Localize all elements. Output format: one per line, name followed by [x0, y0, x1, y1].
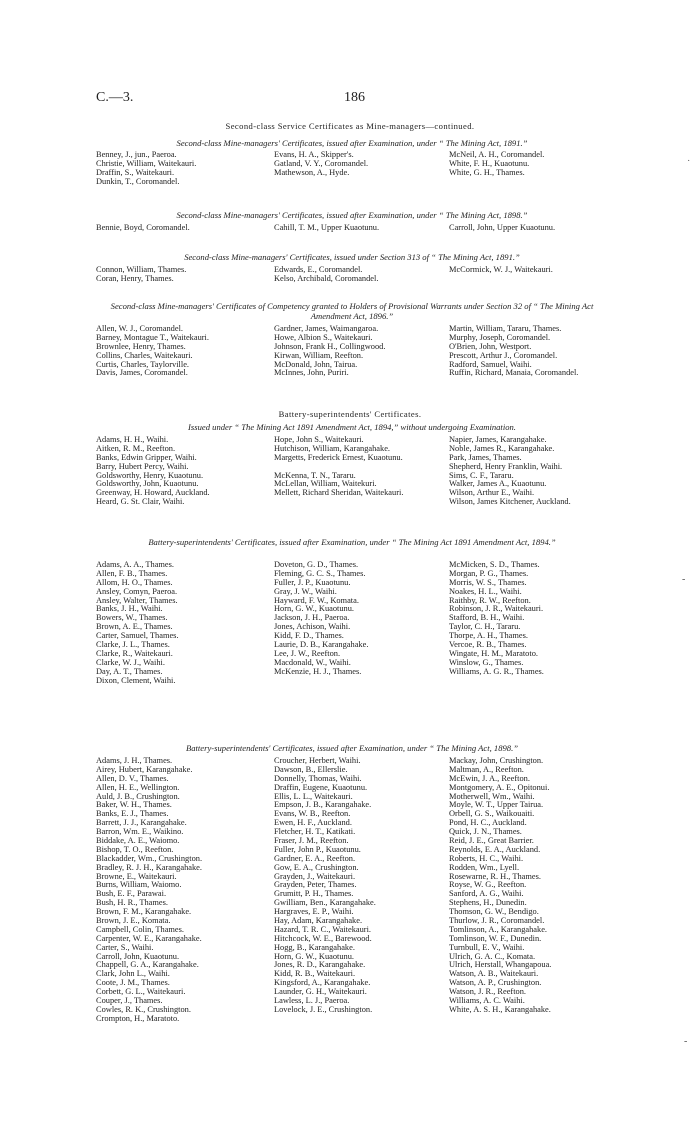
list-item: Reynolds, E. A., Auckland.	[449, 844, 541, 854]
list-item: Laurie, D. B., Karangahake.	[274, 640, 369, 650]
list-item: Burns, William, Waiomo.	[96, 880, 182, 890]
list-item: Heard, G. St. Clair, Waihi.	[96, 497, 185, 507]
list-item: Donnelly, Thomas, Waihi.	[274, 773, 362, 783]
list-item: Ansley, Comyn, Paeroa.	[96, 586, 178, 596]
list-item: Connon, William, Thames.	[96, 265, 187, 274]
list-item: Gardner, E. A., Reefton.	[274, 853, 356, 863]
margin-tick-icon: ˙	[687, 159, 691, 170]
list-item: Morris, W. S., Thames.	[449, 577, 527, 587]
list-item: Maltman, A., Reefton.	[449, 764, 524, 774]
list-item: Cowles, R. K., Crushington.	[96, 1004, 191, 1014]
list-item: Gray, J. W., Waihi.	[274, 586, 337, 596]
subtitle-section-313: Second-class Mine-managers' Certificates, issued under Section 313 of “ The Mining Act, 1891.”	[184, 252, 520, 262]
list-item: Banks, Edwin Gripper, Waihi.	[96, 452, 197, 462]
list-item: Barry, Hubert Percy, Waihi.	[96, 461, 189, 471]
list-item: Sims, C. F., Tararu.	[449, 470, 514, 480]
list-item: White, A. S. H., Karangahake.	[449, 1004, 551, 1014]
list-item: Chappell, G. A., Karangahake.	[96, 960, 199, 970]
list-item: Benney, J., jun., Paeroa.	[96, 150, 177, 159]
list-item: McLellan, William, Waitekuri.	[274, 479, 377, 489]
list-item: Airey, Hubert, Karangahake.	[96, 764, 193, 774]
subtitle-provisional-warrants: Second-class Mine-managers' Certificates of Competency granted to Holders of Provisional Warrants under Section 32 of “ The Mining Act Amendment Act, 1896.”	[110, 301, 594, 321]
subtitle-1891-exam: Second-class Mine-managers' Certificates, issued after Examination, under “ The Mining Act, 1891.”	[176, 138, 528, 148]
list-item: Fuller, John P., Kuaotunu.	[274, 844, 361, 854]
list-item: McDonald, John, Tairua.	[274, 359, 358, 369]
list-item: Allen, H. E., Wellington.	[96, 782, 180, 792]
page-number: 186	[344, 90, 365, 105]
list-item: Barron, Wm. E., Waikino.	[96, 827, 184, 837]
list-column	[274, 757, 376, 1015]
list-item: Gatland, V. Y., Coromandel.	[274, 158, 369, 168]
list-item: White, F. H., Kuaotunu.	[449, 158, 530, 168]
list-item: Horn, G. W., Kuaotunu.	[274, 951, 355, 961]
list-item: McNeil, A. H., Coromandel.	[449, 150, 545, 159]
list-item: Kidd, F. D., Thames.	[274, 631, 344, 641]
list-item: Evans, H. A., Skipper's.	[274, 150, 354, 159]
list-item: Tomlinson, A., Karangahake.	[449, 924, 548, 934]
list-column	[96, 151, 196, 187]
list-item: Barrett, J. J., Karangahake.	[96, 818, 187, 828]
list-item: Wilson, James Kitchener, Auckland.	[449, 497, 571, 507]
list-item: Launder, G. H., Waitekauri.	[274, 987, 367, 997]
list-item: Curtis, Charles, Taylorville.	[96, 359, 189, 369]
subtitle-battery-1898: Battery-superintendents' Certificates, issued after Examination, under “ The Mining Act, 1898.”	[185, 743, 519, 753]
list-item: Hazard, T. R. C., Waitekauri.	[274, 924, 372, 934]
list-item: Moyle, W. T., Upper Tairua.	[449, 800, 544, 810]
list-item: Day, A. T., Thames.	[96, 666, 163, 676]
page-header	[96, 90, 604, 108]
list-item: Brown, F. M., Karangahake.	[96, 907, 192, 917]
list-item: Adams, H. H., Waihi.	[96, 435, 169, 444]
list-item: Bush, H. R., Thames.	[96, 898, 168, 908]
list-column	[449, 325, 578, 378]
list-item: Hogg, B., Karangahake.	[274, 942, 355, 952]
list-item: Carpenter, W. E., Karangahake.	[96, 933, 202, 943]
list-item: Watson, A. P., Crushington.	[449, 978, 542, 988]
list-item: Gardner, James, Waimangaroa.	[274, 324, 379, 333]
list-column	[449, 224, 555, 233]
list-item: Allom, H. O., Thames.	[96, 577, 173, 587]
list-item: Bishop, T. O., Reefton.	[96, 844, 174, 854]
report-code: C.—3.	[96, 90, 134, 105]
list-item: Barney, Montague T., Waitekauri.	[96, 332, 209, 342]
list-item: Carroll, John, Upper Kuaotunu.	[449, 223, 556, 232]
list-item: Stephens, H., Dunedin.	[449, 898, 527, 908]
list-item: Mathewson, A., Hyde.	[274, 167, 350, 177]
list-item: Napier, James, Karangahake.	[449, 435, 547, 444]
list-item: Edwards, E., Coromandel.	[274, 265, 363, 274]
list-column	[449, 151, 544, 178]
list-item: Wilson, Arthur E., Waihi.	[449, 488, 535, 498]
list-item: Gow, E. A., Crushington.	[274, 862, 359, 872]
list-item: Walker, James A., Kuaotunu.	[449, 479, 547, 489]
list-column	[274, 224, 379, 233]
list-item: Campbell, Colin, Thames.	[96, 924, 185, 934]
list-item: Cahill, T. M., Upper Kuaotunu.	[274, 223, 380, 232]
list-item: Thomson, G. W., Bendigo.	[449, 907, 539, 917]
list-item: Horn, G. W., Kuaotunu.	[274, 604, 355, 614]
list-item: Thurlow, J. R., Coromandel.	[449, 916, 545, 926]
list-item: Watson, J. R., Reefton.	[449, 987, 527, 997]
list-column	[274, 561, 368, 677]
list-item: McKenzie, H. J., Thames.	[274, 666, 362, 676]
list-item: Lawless, L. J., Paeroa.	[274, 996, 350, 1006]
list-item: Brownlee, Henry, Thames.	[96, 341, 186, 351]
list-column	[96, 266, 186, 284]
list-item: Royse, W. G., Reefton.	[449, 880, 527, 890]
list-item: Fletcher, H. T., Katikati.	[274, 827, 356, 837]
list-item: Bradley, R. J. H., Karangahake.	[96, 862, 202, 872]
list-item: McMicken, S. D., Thames.	[449, 560, 540, 569]
list-item: Auld, J. B., Crushington.	[96, 791, 180, 801]
list-item: Hargraves, E. P., Waihi.	[274, 907, 354, 917]
list-item: Robinson, J. R., Waitekauri.	[449, 604, 544, 614]
list-item: Prescott, Arthur J., Coromandel.	[449, 350, 558, 360]
subtitle-without-exam: Issued under “ The Mining Act 1891 Amendment Act, 1894,” without undergoing Examination.	[188, 422, 516, 432]
list-item: Hitchcock, W. E., Barewood.	[274, 933, 372, 943]
list-item: Rodden, Wm., Lyell.	[449, 862, 520, 872]
list-item: Lovelock, J. E., Crushington.	[274, 1004, 373, 1014]
list-item: Raithby, R. W., Reefton.	[449, 595, 531, 605]
list-item: Taylor, C. H., Tararu.	[449, 622, 521, 632]
list-item: Motherwell, Wm., Waihi.	[449, 791, 535, 801]
list-item: Kingsford, A., Karangahake.	[274, 978, 371, 988]
list-item: Bowers, W., Thames.	[96, 613, 168, 623]
list-item: Davis, James, Coromandel.	[96, 368, 188, 378]
list-item: Allen, F. B., Thames.	[96, 568, 168, 578]
list-column	[274, 266, 378, 284]
list-item: Williams, A. C. Waihi.	[449, 996, 525, 1006]
list-item: Tomlinson, W. F., Dunedin.	[449, 933, 542, 943]
list-item: Winslow, G., Thames.	[449, 657, 524, 667]
list-column	[96, 325, 209, 378]
list-item: Collins, Charles, Waitekauri.	[96, 350, 193, 360]
list-item: Hutchison, William, Karangahake.	[274, 443, 391, 453]
list-item: McKenna, T. N., Tararu.	[274, 470, 356, 480]
list-item: Montgomery, A. E., Opitonui.	[449, 782, 550, 792]
list-item: Wingate, H. M., Maratoto.	[449, 648, 538, 658]
list-item: Banks, J. H., Waihi.	[96, 604, 163, 614]
list-item: Coran, Henry, Thames.	[96, 273, 174, 283]
list-column	[274, 151, 368, 178]
list-column	[96, 224, 190, 233]
section-title-service-certificates: Second-class Service Certificates as Mine-managers—continued.	[225, 121, 475, 131]
list-item: Bennie, Boyd, Coromandel.	[96, 223, 190, 232]
list-column	[449, 757, 551, 1015]
list-item: Carter, Samuel, Thames.	[96, 631, 179, 641]
list-item: Kirwan, William, Reefton.	[274, 350, 364, 360]
list-item: Johnson, Frank H., Collingwood.	[274, 341, 386, 351]
list-item: Shepherd, Henry Franklin, Waihi.	[449, 461, 563, 471]
list-item: Draffin, S., Waitekauri.	[96, 167, 175, 177]
list-item: Corbett, G. L., Waitekauri.	[96, 987, 186, 997]
list-item: Fleming, G. C. S., Thames.	[274, 568, 366, 578]
list-item: Noble, James R., Karangahake.	[449, 443, 555, 453]
list-item: Baker, W. H., Thames.	[96, 800, 172, 810]
subtitle-1894-exam: Battery-superintendents' Certificates, issued after Examination, under “ The Mining Act 1891 Amendment Act, 1894.”	[148, 537, 556, 547]
list-column	[449, 561, 544, 677]
list-item: Roberts, H. C., Waihi.	[449, 853, 524, 863]
list-item: Browne, E., Waitekauri.	[96, 871, 177, 881]
list-item: Couper, J., Thames.	[96, 996, 163, 1006]
list-item: Carroll, John, Kuaotunu.	[96, 951, 180, 961]
list-item: Adams, A. A., Thames.	[96, 560, 175, 569]
list-item: Goldsworthy, John, Kuaotunu.	[96, 479, 199, 489]
list-item: Jones, R. D., Karangahake.	[274, 960, 366, 970]
list-item: Empson, J. B., Karangahake.	[274, 800, 372, 810]
list-column	[274, 325, 385, 378]
list-item: Murphy, Joseph, Coromandel.	[449, 332, 551, 342]
list-item: Grayden, J., Waitekauri.	[274, 871, 356, 881]
subtitle-1898-exam: Second-class Mine-managers' Certificates, issued after Examination, under “ The Mining Act, 1898.”	[176, 210, 528, 220]
list-item: Dawson, B., Ellerslie.	[274, 764, 348, 774]
margin-tick-icon: -	[684, 1036, 688, 1047]
list-item: Rosewarne, R. H., Thames.	[449, 871, 541, 881]
list-item: Stafford, B. H., Waihi.	[449, 613, 525, 623]
list-item: Christie, William, Waitekauri.	[96, 158, 197, 168]
list-item: Dixon, Clement, Waihi.	[96, 675, 176, 685]
list-item: Macdonald, W., Waihi.	[274, 657, 351, 667]
list-item: McEwin, J. A., Reefton.	[449, 773, 530, 783]
list-item: Ulrich, G. A. C., Komata.	[449, 951, 536, 961]
list-item: Blackadder, Wm., Crushington.	[96, 853, 203, 863]
list-item: Noakes, H. L., Waihi.	[449, 586, 522, 596]
list-item: McCormick, W. J., Waitekauri.	[449, 265, 553, 274]
list-item: Grayden, Peter, Thames.	[274, 880, 357, 890]
list-item: Mellett, Richard Sheridan, Waitekauri.	[274, 488, 404, 498]
list-column	[449, 436, 571, 507]
section-title-battery: Battery-superintendents' Certificates.	[278, 409, 422, 419]
list-item: Croucher, Herbert, Waihi.	[274, 756, 361, 765]
list-item: Pond, H. C., Auckland.	[449, 818, 527, 828]
list-item: Morgan, P. G., Thames.	[449, 568, 529, 578]
list-item: Brown, J. E., Komata.	[96, 916, 171, 926]
list-item: Reid, J. E., Great Barrier.	[449, 836, 534, 846]
list-item: Allen, W. J., Coromandel.	[96, 324, 183, 333]
list-item: Ruffin, Richard, Manaia, Coromandel.	[449, 368, 579, 378]
list-item: Aitken, R. M., Reefton.	[96, 443, 176, 453]
list-column	[449, 266, 553, 275]
list-item: White, G. H., Thames.	[449, 167, 525, 177]
list-item: Park, James, Thames.	[449, 452, 522, 462]
list-column	[274, 436, 444, 507]
list-item: Quick, J. N., Thames.	[449, 827, 522, 837]
list-item: McInnes, John, Puriri.	[274, 368, 349, 378]
margin-tick-icon: -	[682, 574, 686, 585]
list-item: O'Brien, John, Westport.	[449, 341, 532, 351]
list-item: Allen, D. V., Thames.	[96, 773, 169, 783]
list-item: Hayward, F. W., Komata.	[274, 595, 359, 605]
list-item: Fuller, J. P., Kuaotunu.	[274, 577, 351, 587]
list-item: Hay, Adam, Karangahake.	[274, 916, 363, 926]
list-item: Thorpe, A. H., Thames.	[449, 631, 528, 641]
list-item: Clark, John L., Waihi.	[96, 969, 170, 979]
list-item: Williams, A. G. R., Thames.	[449, 666, 544, 676]
list-item: Martin, William, Tararu, Thames.	[449, 324, 562, 333]
list-item: Ewen, H. F., Auckland.	[274, 818, 352, 828]
list-item: Vercoe, R. B., Thames.	[449, 640, 527, 650]
list-item: Mackay, John, Crushington.	[449, 756, 544, 765]
list-item: Crompton, H., Maratoto.	[96, 1013, 180, 1023]
list-item: Grumitt, P. H., Thames.	[274, 889, 354, 899]
list-item: Dunkin, T., Coromandel.	[96, 176, 180, 186]
list-item: Clarke, R., Waitekauri.	[96, 648, 173, 658]
list-item: Ansley, Walter, Thames.	[96, 595, 178, 605]
list-item: Margetts, Frederick Ernest, Kuaotunu.	[274, 452, 403, 462]
list-item: Jones, Achison, Waihi.	[274, 622, 351, 632]
list-item: Bush, E. F., Parawai.	[96, 889, 167, 899]
list-item: Jackson, J. H., Paeroa.	[274, 613, 350, 623]
list-item: Ulrich, Herstall, Whangapoua.	[449, 960, 552, 970]
list-item: Banks, E. J., Thames.	[96, 809, 169, 819]
list-item: Draffin, Eugene, Kuaotunu.	[274, 782, 368, 792]
list-item: Lee, J. W., Reefton.	[274, 648, 341, 658]
list-item: Biddake, A. E., Waiomo.	[96, 836, 180, 846]
list-item: Kidd, R. B., Waitekauri.	[274, 969, 356, 979]
list-item: Adams, J. H., Thames.	[96, 756, 173, 765]
list-item: Turnbull, E. V., Waihi.	[449, 942, 525, 952]
list-item: Clarke, J. L., Thames.	[96, 640, 170, 650]
list-item: Sanford, A. G., Waihi.	[449, 889, 524, 899]
list-item: Radford, Samuel, Waihi.	[449, 359, 532, 369]
list-item: Kelso, Archibald, Coromandel.	[274, 273, 379, 283]
list-item: Coote, J. M., Thames.	[96, 978, 170, 988]
list-item: Orbell, G. S., Waikouaiti.	[449, 809, 535, 819]
list-item: Watson, A. B., Waitekauri.	[449, 969, 539, 979]
list-item: Clarke, W. J., Waihi.	[96, 657, 165, 667]
list-item: Gwilliam, Ben., Karangahake.	[274, 898, 376, 908]
list-item: Hope, John S., Waitekauri.	[274, 435, 364, 444]
list-item: Evans, W. B., Reefton.	[274, 809, 351, 819]
list-item: Howe, Albion S., Waitekauri.	[274, 332, 373, 342]
list-column	[96, 436, 210, 507]
list-item: Doveton, G. D., Thames.	[274, 560, 359, 569]
list-item: Brown, A. E., Thames.	[96, 622, 173, 632]
list-column	[96, 561, 179, 685]
list-item: Fraser, J. M., Reefton.	[274, 836, 349, 846]
list-item: Carter, S., Waihi.	[96, 942, 154, 952]
list-item: Ellis, L. L., Waitekauri.	[274, 791, 353, 801]
list-column	[96, 757, 202, 1024]
list-item: Greenway, H. Howard, Auckland.	[96, 488, 210, 498]
list-item: Goldsworthy, Henry, Kuaotunu.	[96, 470, 204, 480]
